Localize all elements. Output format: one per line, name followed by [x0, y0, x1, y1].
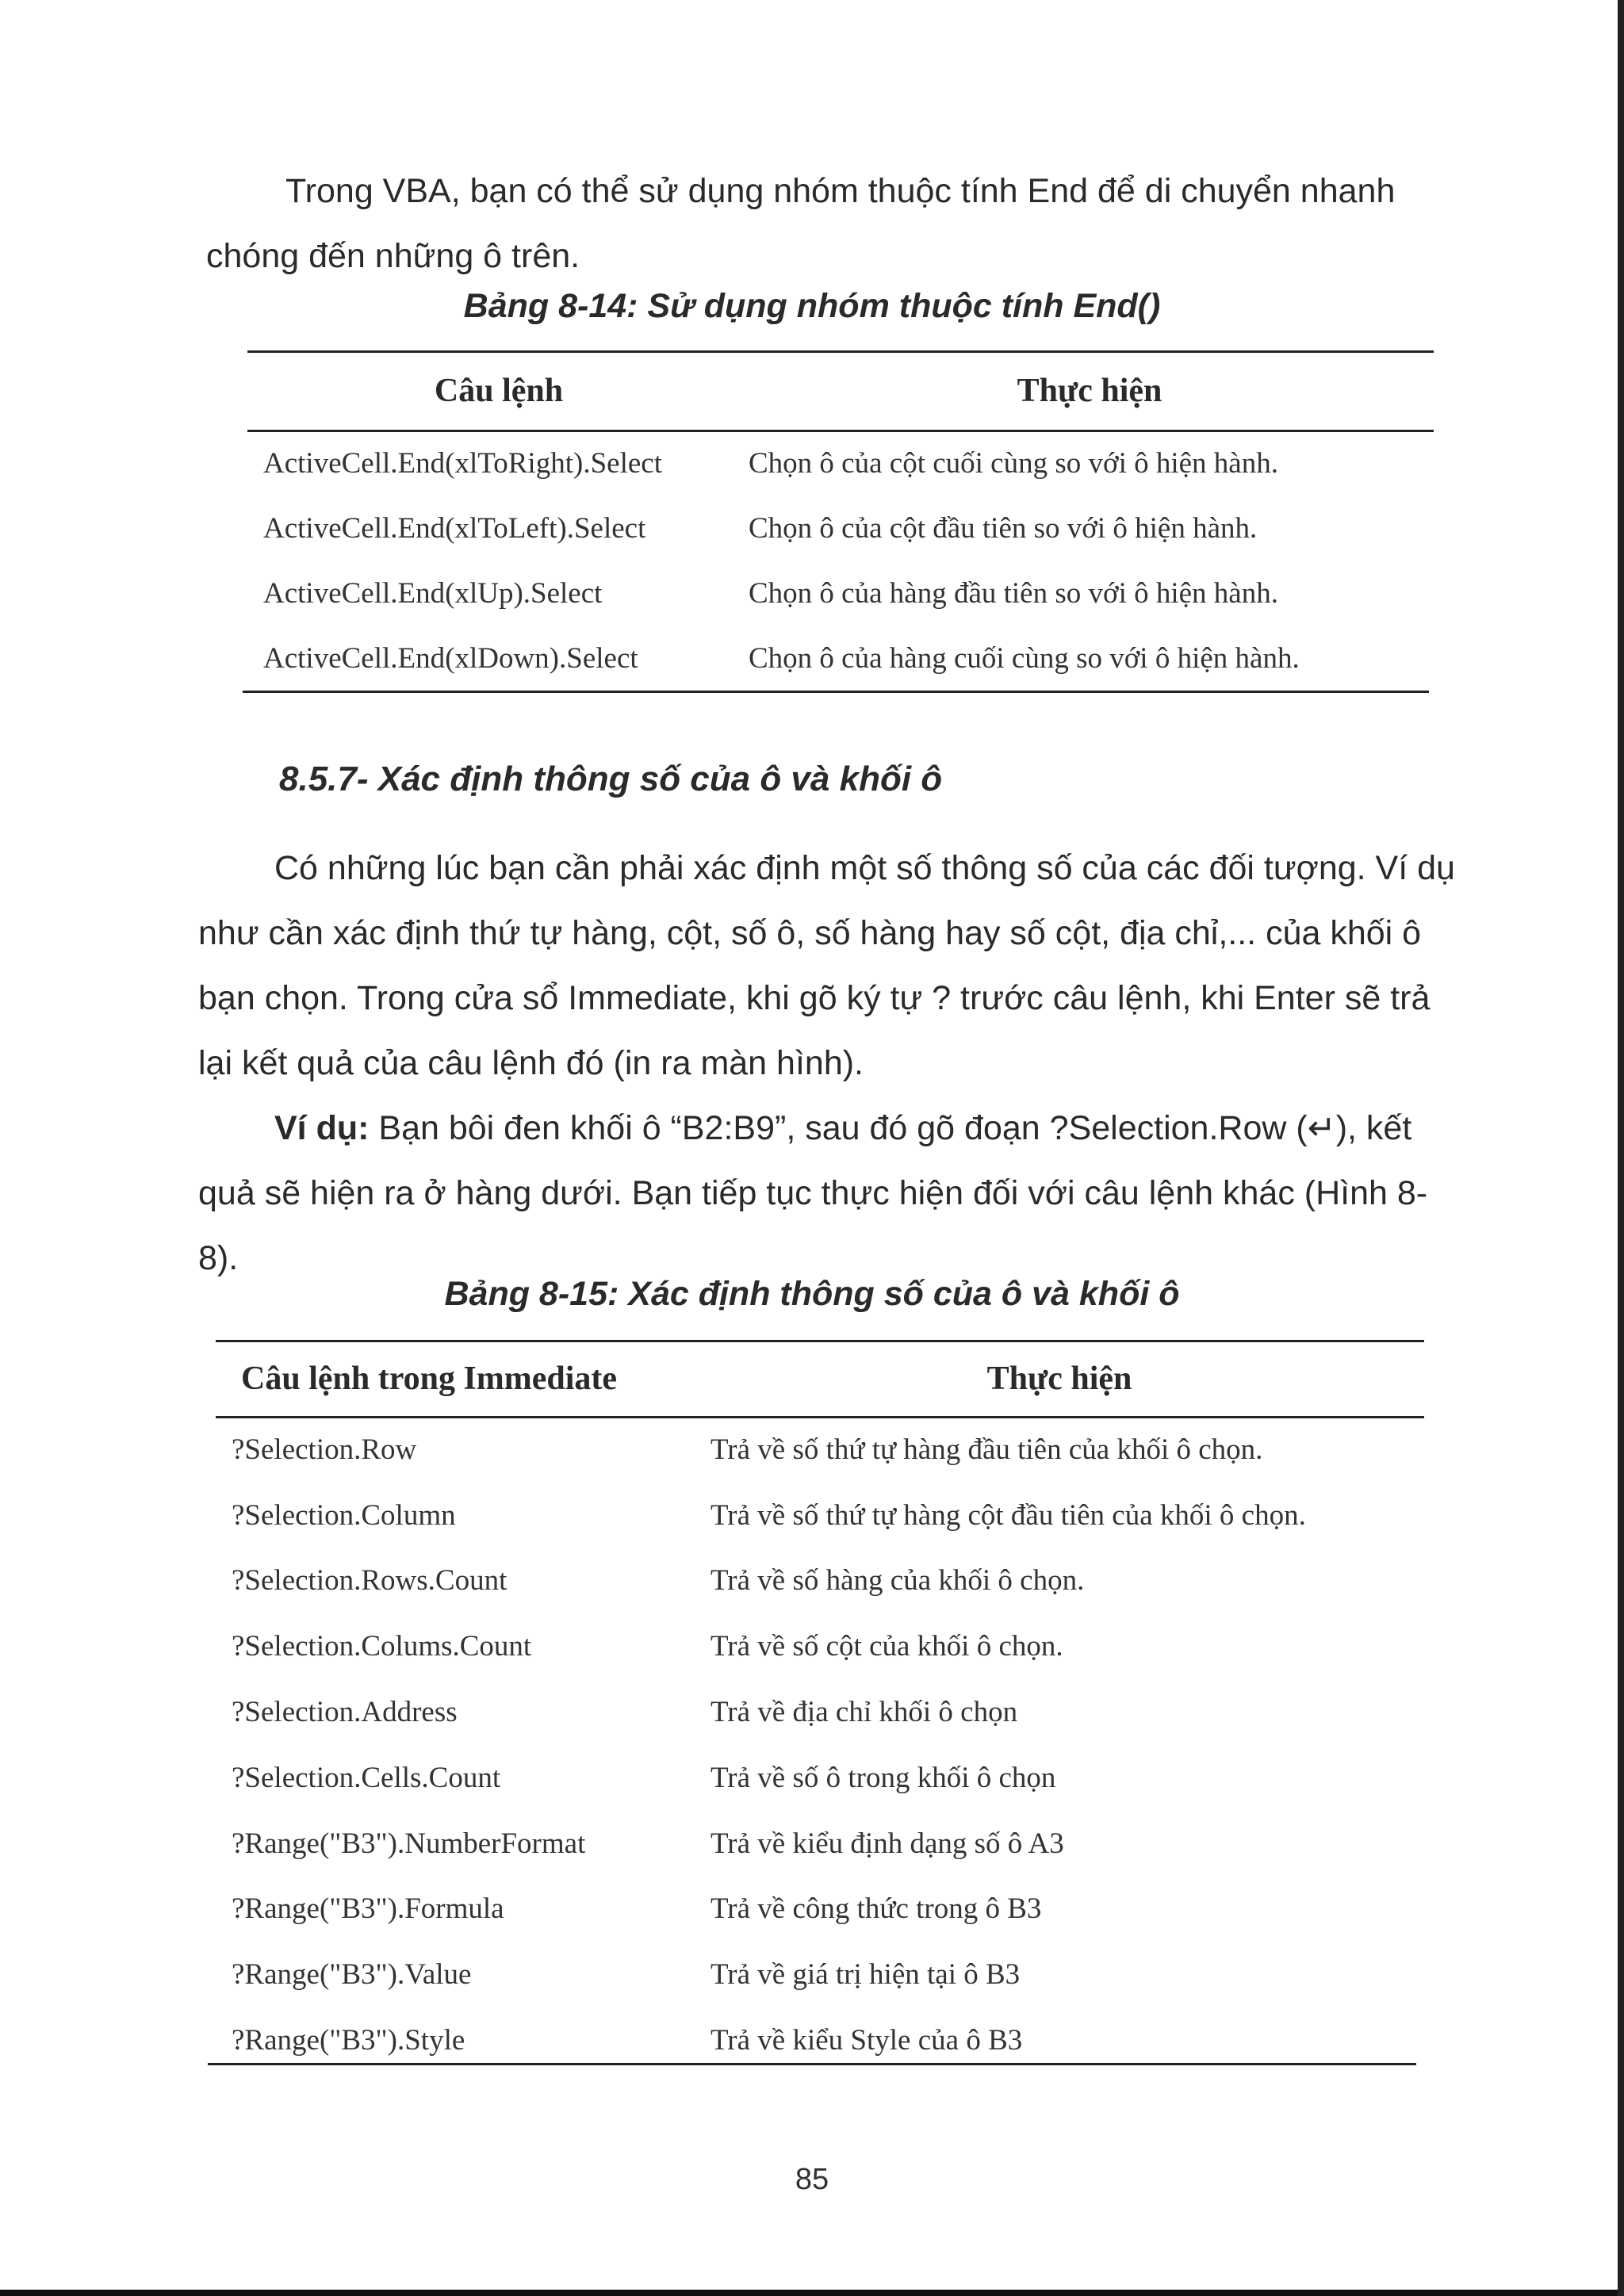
command-cell: ?Selection.Colums.Count [232, 1630, 532, 1663]
example-paragraph [198, 1096, 1467, 1291]
action-cell: Trả về giá trị hiện tại ô B3 [710, 1958, 1021, 1992]
action-cell: Trả về số thứ tự hàng đầu tiên của khối ô chọn. [710, 1433, 1263, 1466]
action-cell: Trả về số ô trong khối ô chọn [710, 1761, 1056, 1794]
command-cell: ActiveCell.End(xlToLeft).Select [263, 511, 646, 545]
command-cell: ActiveCell.End(xlToRight).Select [263, 446, 662, 480]
table-row [252, 626, 1434, 691]
table-15 [232, 1341, 1421, 2073]
command-cell: ?Range("B3").Value [232, 1958, 472, 1992]
action-cell: Trả về địa chỉ khối ô chọn [710, 1696, 1018, 1729]
example-text: Bạn bôi đen khối ô “B2:B9”, sau đó gõ đoạn ?Selection.Row (↵), kết quả sẽ hiện ra ở hàng dưới. Bạn tiếp tục thực hiện đối với câu lệnh khác (Hình 8-8). [198, 1109, 1428, 1277]
action-cell: Chọn ô của hàng đầu tiên so với ô hiện hành. [749, 576, 1278, 610]
action-cell: Trả về công thức trong ô B3 [710, 1892, 1042, 1926]
table-row [232, 1548, 1421, 1614]
table-row [232, 1483, 1421, 1548]
table-14-caption: Bảng 8-14: Sử dụng nhóm thuộc tính End() [463, 287, 1161, 325]
table-14-bottom-rule [243, 691, 1429, 693]
action-cell: Trả về kiểu Style của ô B3 [710, 2024, 1023, 2057]
scan-border-bottom [0, 2290, 1624, 2296]
scan-border-right [1618, 0, 1624, 2296]
action-cell: Chọn ô của hàng cuối cùng so với ô hiện hành. [749, 641, 1300, 675]
explanation-paragraph: Có những lúc bạn cần phải xác định một số thông số của các đối tượng. Ví dụ như cần xác định thứ tự hàng, cột, số ô, số hàng hay số cột, địa chỉ,... của khối ô bạn chọn. Trong cửa sổ Immediate, khi gõ ký tự ? trước câu lệnh, khi Enter sẽ trả lại kết quả của câu lệnh đó (in ra màn hình). [198, 849, 1455, 1082]
table-15-header-action: Thực hiện [986, 1360, 1132, 1397]
table-15-header-row [232, 1341, 1421, 1417]
table-14-header-action: Thực hiện [1017, 373, 1162, 409]
command-cell: ?Selection.Address [232, 1696, 458, 1729]
action-cell: Trả về số thứ tự hàng cột đầu tiên của khối ô chọn. [710, 1498, 1306, 1532]
table-row [232, 1811, 1421, 1877]
action-cell: Trả về số hàng của khối ô chọn. [710, 1564, 1085, 1598]
command-cell: ?Selection.Row [232, 1433, 417, 1466]
table-14-header-row [252, 351, 1434, 430]
table-row [232, 2007, 1421, 2073]
action-cell: Chọn ô của cột đầu tiên so với ô hiện hành. [749, 511, 1258, 545]
table-14-header-command: Câu lệnh [434, 373, 564, 409]
intro-paragraph: Trong VBA, bạn có thể sử dụng nhóm thuộc tính End để di chuyển nhanh chóng đến những ô trên. [206, 172, 1396, 275]
table-row [232, 1417, 1421, 1483]
table-15-caption: Bảng 8-15: Xác định thông số của ô và khối ô [444, 1275, 1180, 1313]
example-label: Ví dụ: [274, 1109, 370, 1147]
command-cell: ?Selection.Rows.Count [232, 1564, 508, 1598]
table-row [232, 1877, 1421, 1942]
command-cell: ?Range("B3").Formula [232, 1892, 504, 1926]
table-row [252, 561, 1434, 626]
page-number: 85 [795, 2163, 829, 2196]
action-cell: Trả về kiểu định dạng số ô A3 [710, 1827, 1064, 1860]
action-cell: Trả về số cột của khối ô chọn. [710, 1630, 1063, 1663]
command-cell: ActiveCell.End(xlDown).Select [263, 641, 638, 675]
command-cell: ?Range("B3").NumberFormat [232, 1827, 586, 1860]
command-cell: ActiveCell.End(xlUp).Select [263, 576, 603, 610]
table-row [252, 430, 1434, 496]
table-row [232, 1679, 1421, 1745]
action-cell: Chọn ô của cột cuối cùng so với ô hiện hành. [749, 446, 1278, 480]
command-cell: ?Selection.Cells.Count [232, 1761, 501, 1794]
command-cell: ?Selection.Column [232, 1498, 456, 1532]
table-row [232, 1613, 1421, 1679]
command-cell: ?Range("B3").Style [232, 2024, 465, 2057]
table-15-header-command: Câu lệnh trong Immediate [241, 1360, 618, 1397]
table-row [232, 1745, 1421, 1811]
table-14 [252, 351, 1434, 691]
table-row [252, 496, 1434, 561]
section-heading: 8.5.7- Xác định thông số của ô và khối ô [279, 760, 943, 798]
table-row [232, 1942, 1421, 2007]
